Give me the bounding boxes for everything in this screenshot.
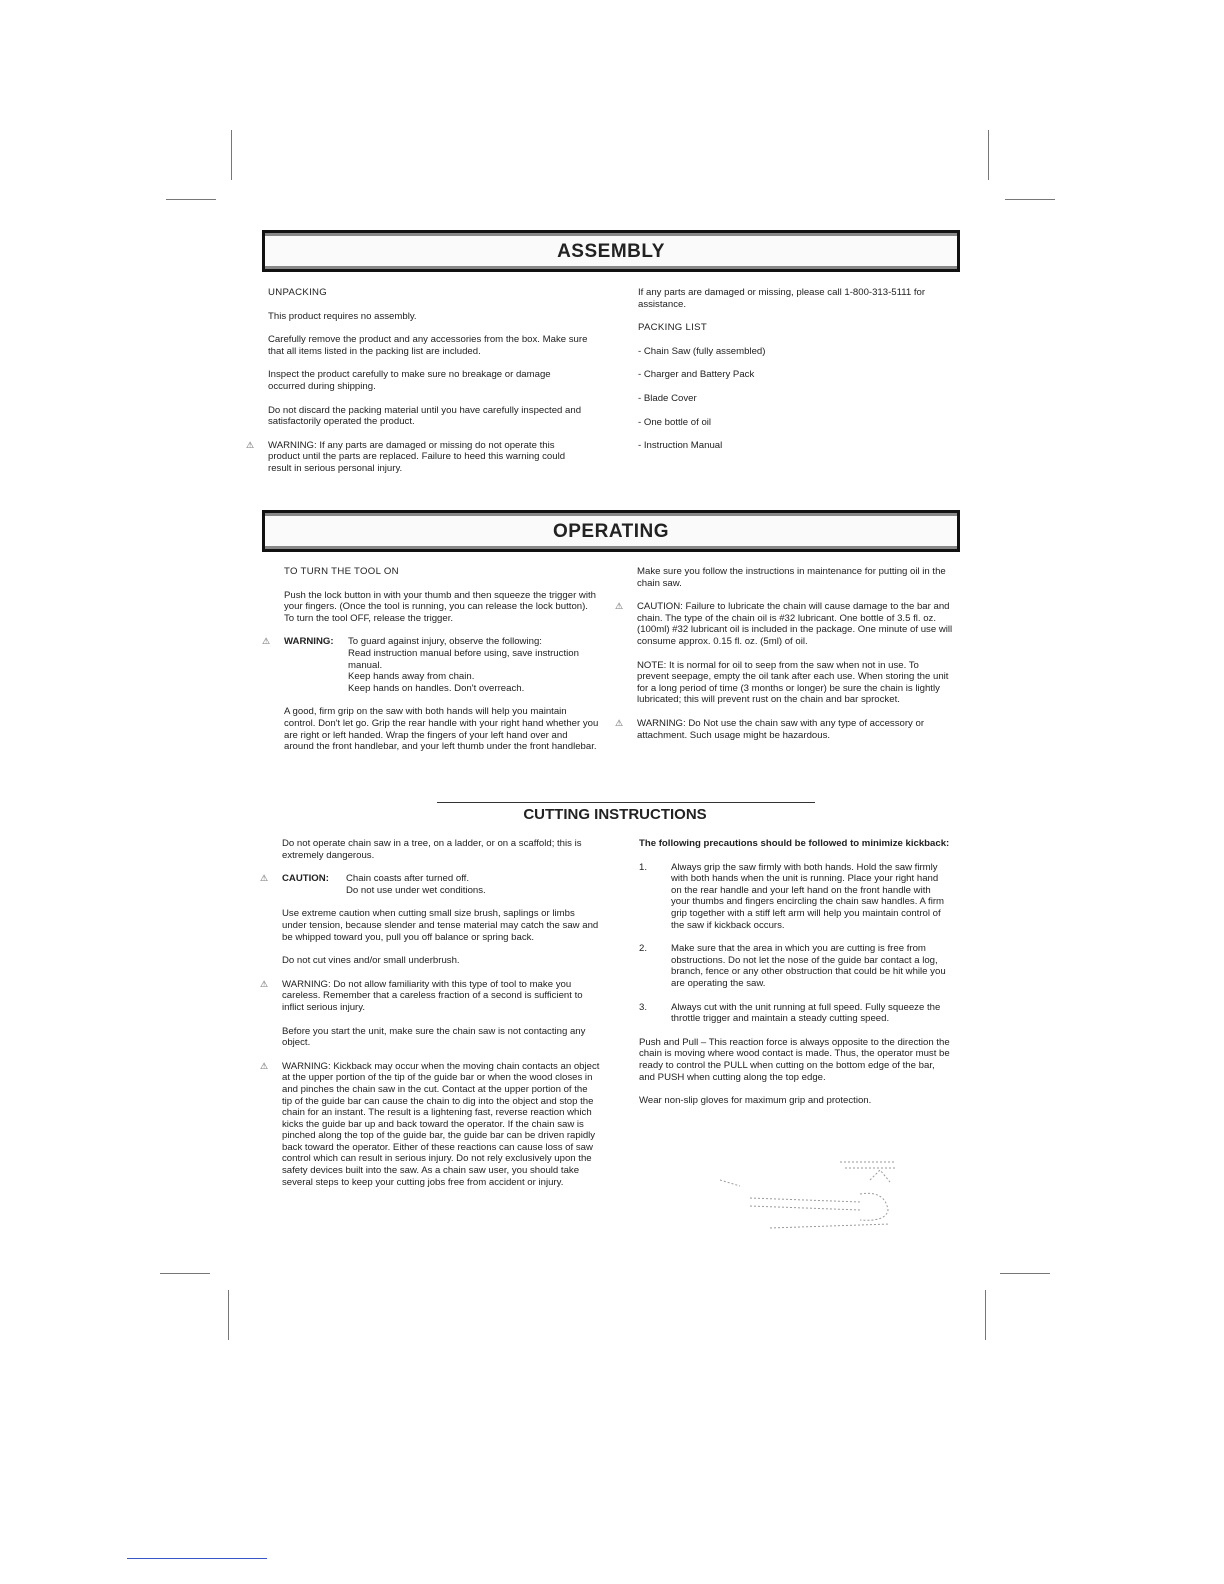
cutting-title: CUTTING INSTRUCTIONS [523,806,707,823]
footer-link-underline [127,1558,267,1559]
cutting-left-column [260,838,600,1200]
crop-mark [1005,199,1055,200]
crop-mark [231,130,232,180]
paragraph: Wear non-slip gloves for maximum grip and protection. [639,1095,872,1107]
warning-triangle-icon: ⚠ [260,873,269,884]
operating-title: OPERATING [552,521,670,542]
warning-line: Read instruction manual before using, save instruction manual. [348,647,579,671]
paragraph: Push the lock button in with your thumb and then squeeze the trigger with your fingers. (Once the tool is running, you can release the lock button). To turn the tool OFF, release the trigger. [284,589,596,624]
caution-text: CAUTION: Failure to lubricate the chain will cause damage to the bar and chain. The type of the chain oil is #32 lubricant. One bottle of 3.5 fl. oz. (100ml) #32 lubricant oil is included in the package. One minute of use will consume approx. 0.15 fl. oz. (5ml) of oil. [637,601,953,647]
assembly-right-column [638,287,928,464]
list-item: - One bottle of oil [638,416,712,428]
warning-line: To guard against injury, observe the following: [348,636,542,648]
paragraph: Do not discard the packing material until you have carefully inspected and satisfactorily operated the product. [268,404,582,428]
paragraph: Inspect the product carefully to make sure no breakage or damage occurred during shipping. [268,369,551,392]
warning-triangle-icon: ⚠ [615,717,624,728]
list-item [639,862,951,932]
list-item [639,943,951,989]
paragraph: This product requires no assembly. [268,310,417,322]
caution-paragraph [615,601,953,647]
cutting-right-column [639,838,951,1119]
section-divider [437,802,815,803]
kickback-warning-paragraph [260,1060,600,1189]
unpacking-heading: UNPACKING [268,287,328,298]
operating-warning [262,636,600,694]
warning-text: WARNING: Kickback may occur when the moving chain contacts an object at the upper portion of the tip of the guide bar or when the wood closes in and pinches the chain saw in the cut. Contact at the upper portion of the tip of the guide bar can cause the chain to dig into the object and stop the chain for an instant. The result is a lightening fast, reverse reaction which kicks the guide bar up and back toward the operator. If the chain saw is pinched along the top of the guide bar, the guide bar can be driven rapidly back toward the operator. Either of these reactions can cause loss of saw control which can result in serious injury. Do not rely exclusively upon the safety devices built into the saw. As a chain saw user, you should take several steps to keep your cutting jobs free from accident or injury. [282,1060,600,1188]
assembly-header [262,230,960,272]
item-number: 1. [639,861,648,873]
kickback-heading: The following precautions should be followed to minimize kickback: [639,838,950,849]
caution-lines [282,873,600,896]
crop-mark [228,1290,229,1340]
warning-triangle-icon: ⚠ [615,601,624,612]
warning-line: Keep hands away from chain. [348,671,475,683]
item-text: Always cut with the unit running at full speed. Fully squeeze the throttle trigger and maintain a steady cutting speed. [671,1001,941,1025]
turn-on-heading: TO TURN THE TOOL ON [284,566,399,577]
operating-right-column [615,566,953,753]
operating-left-column [262,566,600,765]
warning-triangle-icon: ⚠ [262,636,271,647]
warning-triangle-icon: ⚠ [246,439,255,450]
warning-text: WARNING: If any parts are damaged or missing do not operate this product until the parts are replaced. Failure to heed this warning could result in serious personal injury. [268,439,566,474]
warning-triangle-icon: ⚠ [260,1060,269,1071]
paragraph: If any parts are damaged or missing, please call 1-800-313-5111 for assistance. [638,287,926,310]
list-item: - Blade Cover [638,392,697,404]
item-number: 3. [639,1001,648,1013]
assembly-left-column [246,287,588,487]
list-item [639,1002,951,1025]
paragraph: Use extreme caution when cutting small size brush, saplings or limbs under tension, because slender and tense material may catch the saw and be whipped toward you, pull you off balance or spring back. [282,908,599,943]
paragraph: Push and Pull – This reaction force is always opposite to the direction the chain is moving where wood contact is made. Thus, the operator must be ready to control the PULL when cutting on the bottom edge of the bar, and PUSH when cutting along the top edge. [639,1036,950,1083]
caution-line: Chain coasts after turned off. [346,873,470,885]
list-item: - Charger and Battery Pack [638,369,755,381]
paragraph: Before you start the unit, make sure the chain saw is not contacting any object. [282,1025,586,1049]
warning-line: Keep hands on handles. Don't overreach. [348,682,525,694]
warning-triangle-icon: ⚠ [260,978,269,989]
warning-text: WARNING: Do not allow familiarity with this type of tool to make you careless. Remember that a careless fraction of a second is sufficient to inflict serious injury. [282,978,583,1013]
crop-mark [160,1273,210,1274]
operating-header [262,510,960,552]
item-text: Always grip the saw firmly with both hands. Hold the saw firmly with both hands when the unit is running. Place your right hand on the rear handle and your left hand on the front handle with your thumbs and fingers encircling the chain saw handles. A firm grip together with a stiff left arm will help you maintain control of the saw if kickback occurs. [671,861,945,931]
caution-line: Do not use under wet conditions. [346,884,486,896]
warning-paragraph [260,978,600,1014]
list-item: - Chain Saw (fully assembled) [638,345,766,357]
warning-paragraph [246,439,588,475]
crop-mark [988,130,989,180]
paragraph: Make sure you follow the instructions in maintenance for putting oil in the chain saw. [637,566,946,589]
assembly-title: ASSEMBLY [557,241,665,262]
paragraph: A good, firm grip on the saw with both hands will help you maintain control. Don't let go. Grip the rear handle with your right hand whether you are right or left handed. Wrap the fingers of your left hand over and around the front handlebar, and your left thumb under the front handlebar. [284,706,599,753]
paragraph: Carefully remove the product and any accessories from the box. Make sure that all items listed in the packing list are included. [268,334,588,357]
warning-paragraph [615,717,953,741]
chainsaw-illustration [710,1150,910,1240]
item-text: Make sure that the area in which you are cutting is free from obstructions. Do not let the nose of the guide bar contact a log, branch, fence or any other obstruction that could be hit while you are operating the saw. [671,943,946,989]
paragraph: Do not cut vines and/or small underbrush. [282,955,460,967]
crop-mark [985,1290,986,1340]
cutting-caution [260,873,600,896]
caution-label: CAUTION: [282,873,329,885]
crop-mark [1000,1273,1050,1274]
paragraph: Do not operate chain saw in a tree, on a ladder, or on a scaffold; this is extremely dangerous. [282,838,582,861]
note-paragraph: NOTE: It is normal for oil to seep from the saw when not in use. To prevent seepage, empty the oil tank after each use. When storing the unit for a long period of time (3 months or longer) be sure the chain is lightly lubricated; this will prevent rust on the chain and bar sprocket. [637,659,949,706]
warning-label: WARNING: [284,636,334,648]
packing-list-heading: PACKING LIST [638,322,707,334]
list-item: - Instruction Manual [638,440,723,452]
warning-text: WARNING: Do Not use the chain saw with any type of accessory or attachment. Such usage might be hazardous. [637,717,925,741]
crop-mark [166,199,216,200]
item-number: 2. [639,943,648,955]
